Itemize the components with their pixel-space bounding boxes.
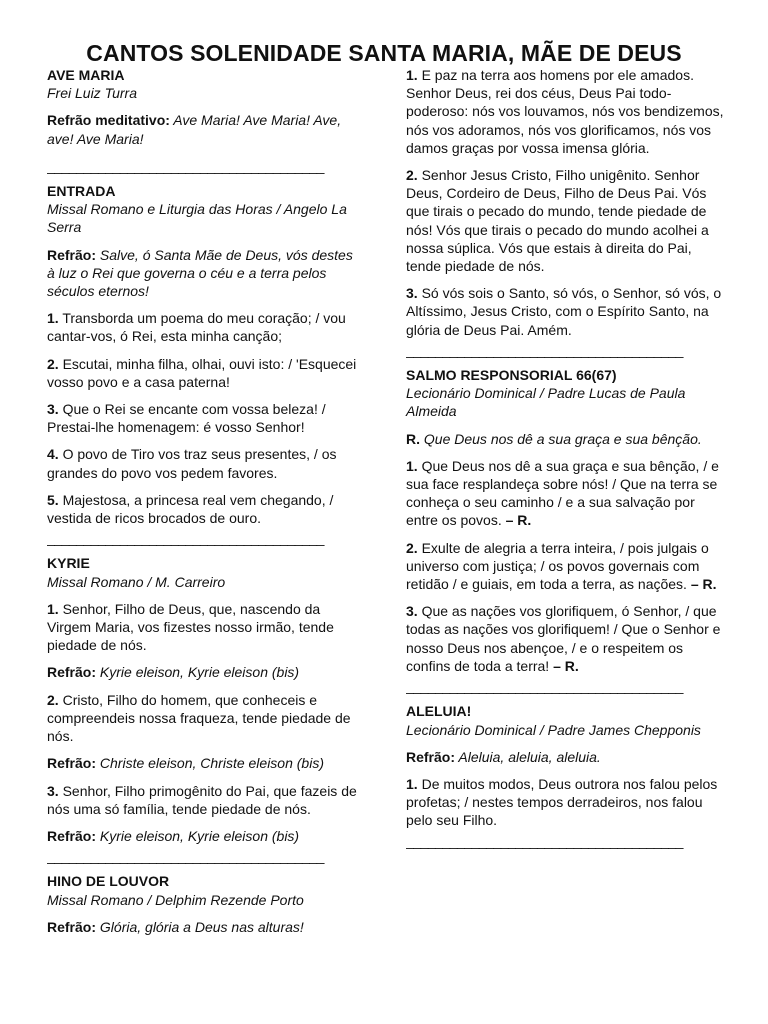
- verse: [406, 602, 724, 675]
- verse: [406, 284, 724, 339]
- refrain-label: Refrão:: [47, 918, 97, 935]
- refrain-label: Refrão:: [47, 827, 97, 844]
- page-title: CANTOS SOLENIDADE SANTA MARIA, MÃE DE DEUS: [86, 40, 682, 66]
- refrain: [47, 827, 362, 845]
- refrain-label: Refrão:: [406, 748, 456, 765]
- verse: [47, 400, 362, 436]
- verse-number: 3.: [406, 285, 418, 302]
- section-separator: ______________________________________: [406, 832, 683, 849]
- verse-number: 2.: [47, 691, 59, 708]
- section-separator: ______________________________________: [47, 848, 324, 865]
- refrain-text: Glória, glória a Deus nas alturas!: [96, 918, 304, 935]
- section-heading-hino-de-louvor: HINO DE LOUVOR: [47, 873, 170, 890]
- verse: [406, 166, 724, 275]
- refrain: [47, 111, 362, 147]
- section-heading-salmo-responsorial: SALMO RESPONSORIAL 66(67): [406, 367, 617, 384]
- section-separator: ______________________________________: [406, 678, 683, 695]
- response-marker: – R.: [505, 512, 532, 529]
- verse-text: Escutai, minha filha, olhai, ouvi isto: / 'Esquecei vosso povo e a casa paterna!: [47, 355, 357, 390]
- response-label: R.: [406, 430, 420, 447]
- refrain: [47, 918, 362, 936]
- verse-text: E paz na terra aos homens por ele amados. Senhor Deus, rei dos céus, Deus Pai todo-poderoso: nós vos louvamos, nós vos bendizemos, nós vos adoramos, nós vos glorificamos, nós vos damos graças por vossa imensa glória.: [406, 67, 724, 156]
- section-author: Lecionário Dominical / Padre James Chepponis: [406, 721, 701, 738]
- verse-text: De muitos modos, Deus outrora nos falou pelos profetas; / nestes tempos derradeiros, nos falou pelo seu Filho.: [406, 775, 718, 829]
- refrain-label: Refrão meditativo:: [47, 112, 170, 129]
- verse-text: Só vós sois o Santo, só vós, o Senhor, só vós, o Altíssimo, Jesus Cristo, com o Espírito Santo, na glória de Deus Pai. Amém.: [406, 285, 722, 338]
- refrain: [47, 246, 362, 301]
- response-marker: – R.: [553, 657, 579, 674]
- section-author: Missal Romano e Liturgia das Horas / Angelo La Serra: [47, 201, 347, 236]
- verse: [47, 445, 362, 481]
- section-author: Missal Romano / M. Carreiro: [47, 573, 226, 590]
- verse-text: Que Deus nos dê a sua graça e sua bênção, / e sua face resplandeça sobre nós! / Que na terra se conheça o seu caminho / e a sua salvação por entre os povos.: [406, 457, 719, 529]
- verse-number: 2.: [406, 167, 418, 184]
- verse-number: 2.: [47, 355, 59, 372]
- refrain-text: Kyrie eleison, Kyrie eleison (bis): [96, 664, 300, 681]
- verse-text: Que o Rei se encante com vossa beleza! / Prestai-lhe homenagem: é vosso Senhor!: [47, 401, 326, 436]
- section-heading-kyrie: KYRIE: [47, 555, 90, 572]
- refrain-label: Refrão:: [47, 755, 97, 772]
- refrain-text: Aleluia, aleluia, aleluia.: [455, 748, 601, 765]
- section-heading-entrada: ENTRADA: [47, 183, 116, 200]
- refrain-text: Ave Maria! Ave Maria! Ave, ave! Ave Maria!: [47, 112, 342, 147]
- verse-number: 3.: [47, 782, 59, 799]
- refrain-text: Kyrie eleison, Kyrie eleison (bis): [96, 827, 300, 844]
- verse-text: O povo de Tiro vos traz seus presentes, / os grandes do povo vos pedem favores.: [47, 446, 337, 481]
- verse-number: 1.: [406, 457, 418, 474]
- verse: [47, 355, 362, 391]
- verse-number: 1.: [47, 600, 59, 617]
- section-separator: ______________________________________: [406, 341, 683, 358]
- response: [406, 430, 724, 448]
- verse: [47, 691, 362, 746]
- verse-number: 3.: [47, 401, 59, 418]
- verse-number: 5.: [47, 491, 59, 508]
- verse-text: Que as nações vos glorifiquem, ó Senhor, / que todas as nações vos glorifiquem! / Que o Senhor e nosso Deus nos abençoe, / e o respeitem os confins de toda a terra!: [406, 603, 721, 674]
- verse-number: 1.: [47, 310, 59, 327]
- refrain: [47, 754, 362, 772]
- verse-number: 3.: [406, 603, 418, 620]
- verse-text: Majestosa, a princesa real vem chegando, / vestida de ricos brocados de ouro.: [47, 491, 334, 527]
- verse-text: Cristo, Filho do homem, que conheceis e compreendeis nossa fraqueza, tende piedade de nós.: [47, 691, 351, 745]
- verse-text: Senhor, Filho primogênito do Pai, que fazeis de nós uma só família, tende piedade de nós.: [47, 782, 357, 817]
- verse: [406, 457, 724, 530]
- verse-number: 2.: [406, 539, 418, 556]
- verse-text: Senhor, Filho de Deus, que, nascendo da Virgem Maria, vos fizestes nosso irmão, tende piedade de nós.: [47, 600, 334, 654]
- verse-text: Senhor Jesus Cristo, Filho unigênito. Senhor Deus, Cordeiro de Deus, Filho de Deus Pai. Vós que tirais o pecado do mundo, tende piedade de nós! Vós que tirais o pecado do mundo acolhei a nossa súplica. Vós que estais à direita do Pai, tende piedade de nós.: [406, 167, 709, 275]
- verse-number: 1.: [406, 775, 418, 792]
- refrain: [406, 748, 724, 766]
- verse: [406, 66, 724, 157]
- verse-number: 1.: [406, 67, 418, 83]
- section-author: Lecionário Dominical / Padre Lucas de Paula Almeida: [406, 385, 686, 420]
- section-separator: ______________________________________: [47, 530, 324, 547]
- verse-text: Exulte de alegria a terra inteira, / pois julgais o universo com justiça; / os povos governais com retidão / e guiais, em toda a terra, as nações.: [406, 539, 709, 593]
- verse-number: 4.: [47, 446, 59, 463]
- section-author: Frei Luiz Turra: [47, 85, 137, 102]
- section-author: Missal Romano / Delphim Rezende Porto: [47, 891, 304, 908]
- refrain-label: Refrão:: [47, 664, 97, 681]
- verse: [47, 782, 362, 818]
- left-column: [47, 66, 362, 945]
- section-separator: ______________________________________: [47, 157, 324, 174]
- verse: [406, 539, 724, 594]
- refrain-text: Salve, ó Santa Mãe de Deus, vós destes à luz o Rei que governa o céu e a terra pelos séculos eternos!: [47, 246, 353, 300]
- verse: [47, 491, 362, 527]
- verse-text: Transborda um poema do meu coração; / vou cantar-vos, ó Rei, esta minha canção;: [47, 310, 346, 345]
- section-heading-aleluia: ALELUIA!: [406, 703, 472, 720]
- section-heading-ave-maria: AVE MARIA: [47, 67, 125, 83]
- right-column: [406, 66, 724, 857]
- refrain-text: Christe eleison, Christe eleison (bis): [96, 755, 324, 772]
- refrain-label: Refrão:: [47, 246, 97, 263]
- response-text: Que Deus nos dê a sua graça e sua bênção.: [420, 430, 702, 447]
- response-marker: – R.: [690, 576, 717, 593]
- verse: [47, 309, 362, 345]
- refrain: [47, 663, 362, 681]
- verse: [406, 775, 724, 830]
- verse: [47, 600, 362, 655]
